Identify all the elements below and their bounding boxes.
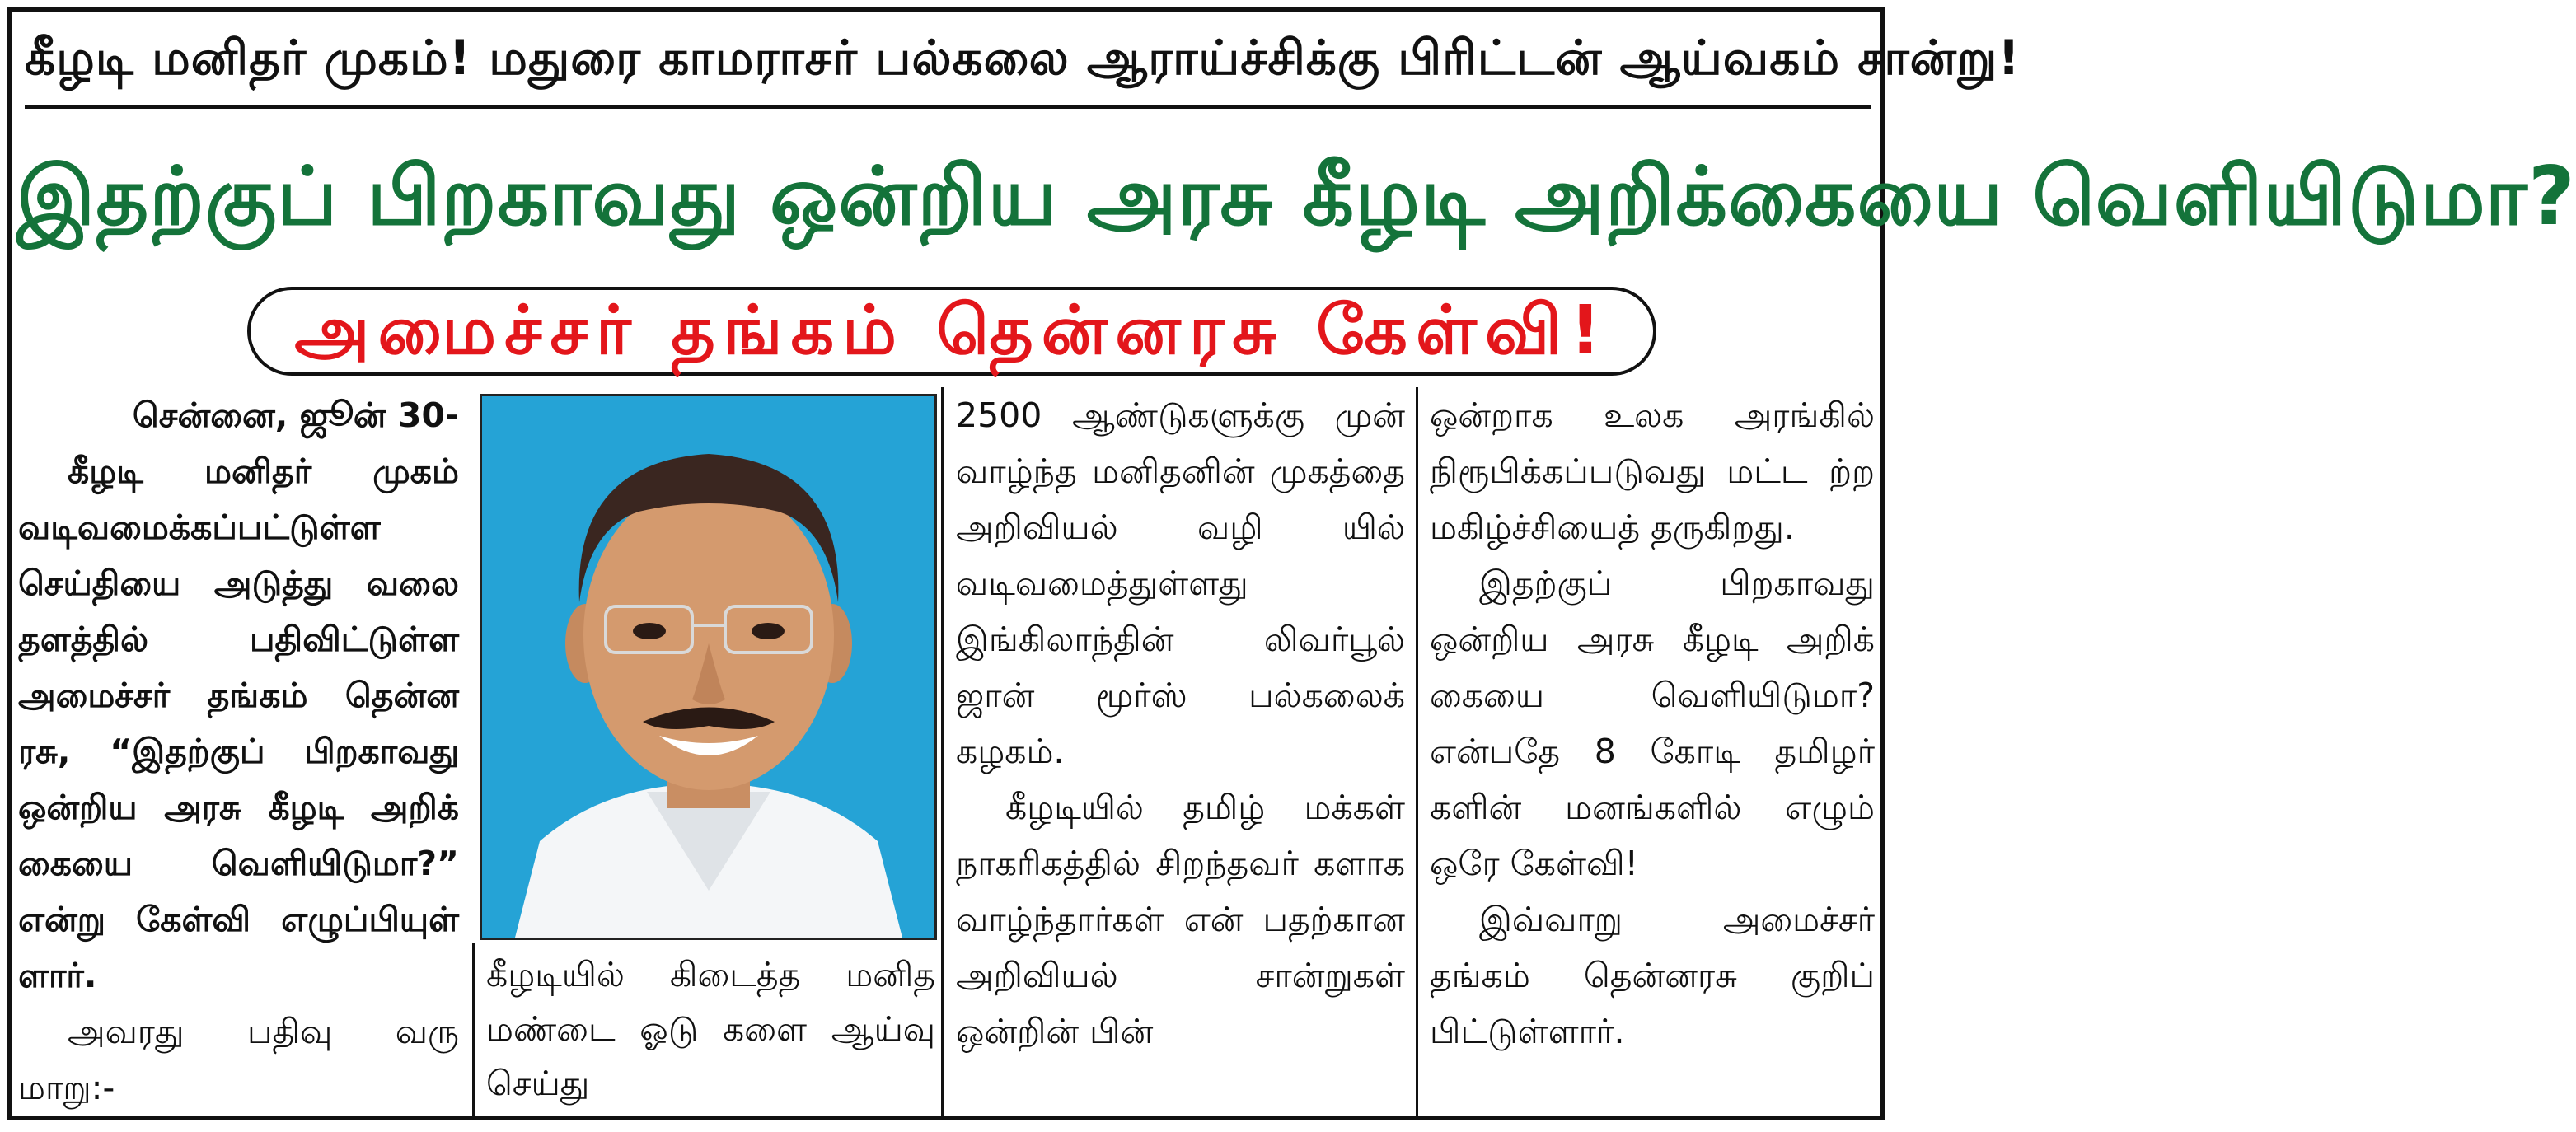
photo-caption: கீழடியில் கிடைத்த மனித மண்டை ஓடு களை ஆய்வு செய்து bbox=[486, 955, 935, 1103]
kicker-headline: கீழடி மனிதர் முகம்! மதுரை காமராசர் பல்கலை ஆராய்ச்சிக்கு பிரிட்டன் ஆய்வகம் சான்று! bbox=[25, 30, 2021, 86]
kicker-divider bbox=[25, 105, 1871, 109]
column-divider bbox=[472, 943, 475, 1116]
paragraph: 2500 ஆண்டுகளுக்கு முன் வாழ்ந்த மனிதனின் முகத்தை அறிவியல் வழி யில் வடிவமைத்துள்ளது இங்கிலாந்தின் லிவர்பூல் ஜான் மூர்ஸ் பல்கலைக் கழகம். bbox=[956, 395, 1405, 771]
dateline: சென்னை, ஜூன் 30- bbox=[132, 395, 459, 435]
paragraph: அவரது பதிவு வரு மாறு:- bbox=[18, 1012, 459, 1107]
column-divider bbox=[1416, 387, 1418, 1116]
article-column-4 bbox=[1430, 387, 1875, 1112]
paragraph: கீழடியில் தமிழ் மக்கள் நாகரிகத்தில் சிறந்தவர் களாக வாழ்ந்தார்கள் என் பதற்கான அறிவியல் சான்றுகள் ஒன்றின் பின் bbox=[956, 788, 1405, 1051]
subhead-box bbox=[247, 287, 1656, 376]
paragraph: ஒன்றாக உலக அரங்கில் நிரூபிக்கப்படுவது மட்ட ற்ற மகிழ்ச்சியைத் தருகிறது. bbox=[1430, 395, 1875, 547]
article-column-1 bbox=[18, 387, 459, 1112]
paragraph: கீழடி மனிதர் முகம் வடிவமைக்கப்பட்டுள்ள செய்தியை அடுத்து வலை தளத்தில் பதிவிட்டுள்ள அமைச்சர் தங்கம் தென்ன ரசு, “இதற்குப் பிறகாவது ஒன்றிய அரசு கீழடி அறிக் கையை வெளியிடுமா?” என்று கேள்வி எழுப்பியுள் ளார். bbox=[18, 451, 459, 995]
minister-photo bbox=[480, 394, 937, 940]
subhead: அமைச்சர் தங்கம் தென்னரசு கேள்வி! bbox=[294, 292, 1609, 370]
paragraph: இவ்வாறு அமைச்சர் தங்கம் தென்னரசு குறிப் பிட்டுள்ளார். bbox=[1430, 900, 1875, 1051]
main-headline: இதற்குப் பிறகாவது ஒன்றிய அரசு கீழடி அறிக்கையை வெளியிடுமா? bbox=[16, 150, 2576, 244]
column-divider bbox=[941, 387, 944, 1116]
article-column-3 bbox=[956, 387, 1405, 1112]
paragraph: இதற்குப் பிறகாவது ஒன்றிய அரசு கீழடி அறிக் கையை வெளியிடுமா? என்பதே 8 கோடி தமிழர் களின் மனங்களில் எழும் ஒரே கேள்வி! bbox=[1430, 564, 1875, 883]
